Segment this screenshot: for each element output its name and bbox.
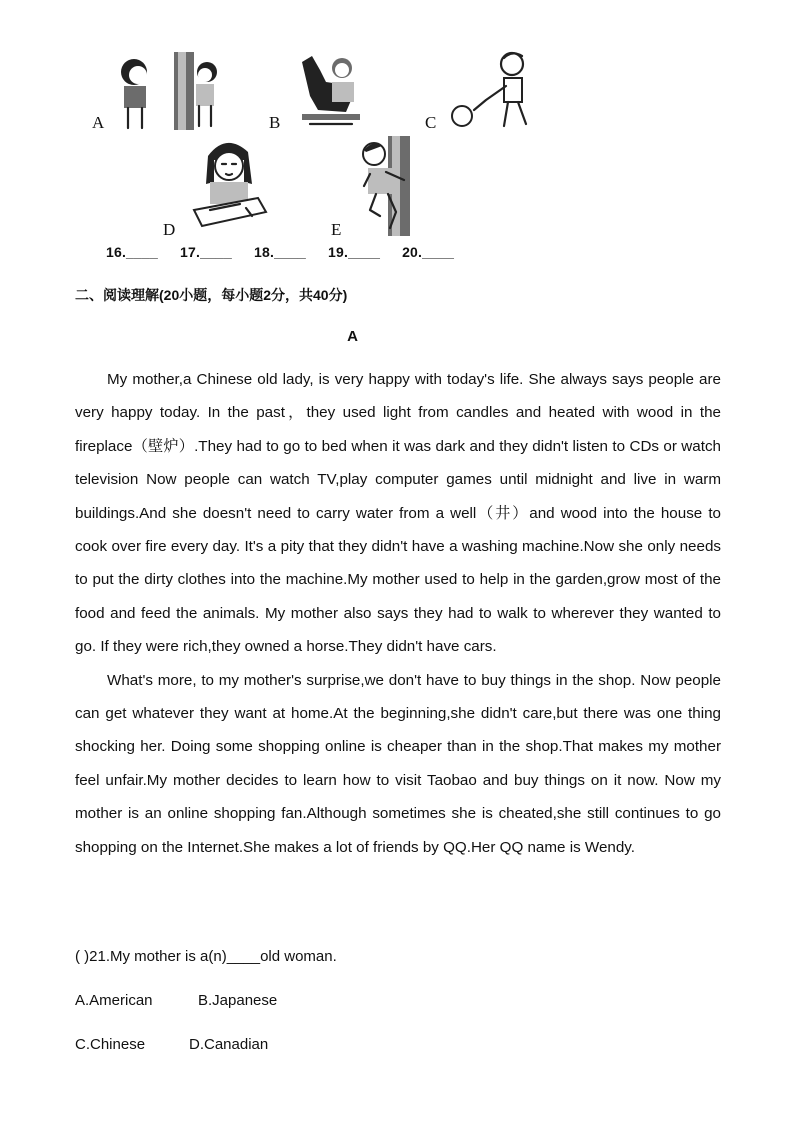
answer-blank-18[interactable]: 18.____ <box>254 244 307 260</box>
passage-paragraph-2: What's more, to my mother's surprise,we don't have to buy things in the shop. Now people can get whatever they want at home.At the beginning,she didn't care,but there was one thing shocking her. Doing some shopping online is cheaper than in the shop.That makes my mother feel unfair.My mother decides to learn how to visit Taobao and buy things on it now. Now my mother is an online shopping fan.Although sometimes she is cheated,she still continues to go shopping on the Internet.She makes a lot of friends by QQ.Her QQ name is Wendy. <box>75 671 721 856</box>
picture-a-icon <box>112 50 222 132</box>
answer-blank-19[interactable]: 19.____ <box>328 244 381 260</box>
picture-d-label: D <box>163 220 176 239</box>
question-21-stem: ( )21.My mother is a(n)____old woman. <box>75 948 337 965</box>
answer-blank-16[interactable]: 16.____ <box>106 244 159 260</box>
option-a[interactable]: A.American <box>75 992 153 1009</box>
passage-paragraph-1: My mother,a Chinese old lady, is very happy with today's life. She always says people are very happy today. In the past，they used light from candles and heated with wood in the fireplace（壁炉）.They had to go to bed when it was dark and they didn't listen to CDs or watch television Now people can watch TV,play computer games until midnight and live in warm buildings.And she doesn't need to carry water from a well（井）and wood into the house to cook over fire every day. It's a pity that they didn't have a washing machine.Now she only needs to put the dirty clothes into the machine.My mother used to help in the garden,grow most of the food and feed the animals. My mother also says they had to walk to wherever they wanted to go. If they were rich,they owned a horse.They didn't have cars. <box>75 371 721 656</box>
section-title: 二、阅读理解(20小题，每小题2分，共40分) <box>75 287 348 303</box>
picture-e-label: E <box>331 220 342 239</box>
passage-letter: A <box>347 328 358 345</box>
answer-blank-17[interactable]: 17.____ <box>180 244 233 260</box>
option-d[interactable]: D.Canadian <box>189 1036 269 1053</box>
answer-blanks <box>106 244 454 260</box>
picture-b-label: B <box>269 113 281 132</box>
answer-blank-20[interactable]: 20.____ <box>402 244 455 260</box>
picture-b-icon <box>296 52 366 128</box>
reading-passage <box>75 363 721 864</box>
picture-e-icon <box>356 134 420 238</box>
picture-c-label: C <box>425 113 437 132</box>
picture-c-icon <box>448 50 538 132</box>
option-c[interactable]: C.Chinese <box>75 1036 146 1053</box>
picture-d-icon <box>190 134 270 230</box>
picture-a-label: A <box>92 113 105 132</box>
option-b[interactable]: B.Japanese <box>198 992 278 1009</box>
